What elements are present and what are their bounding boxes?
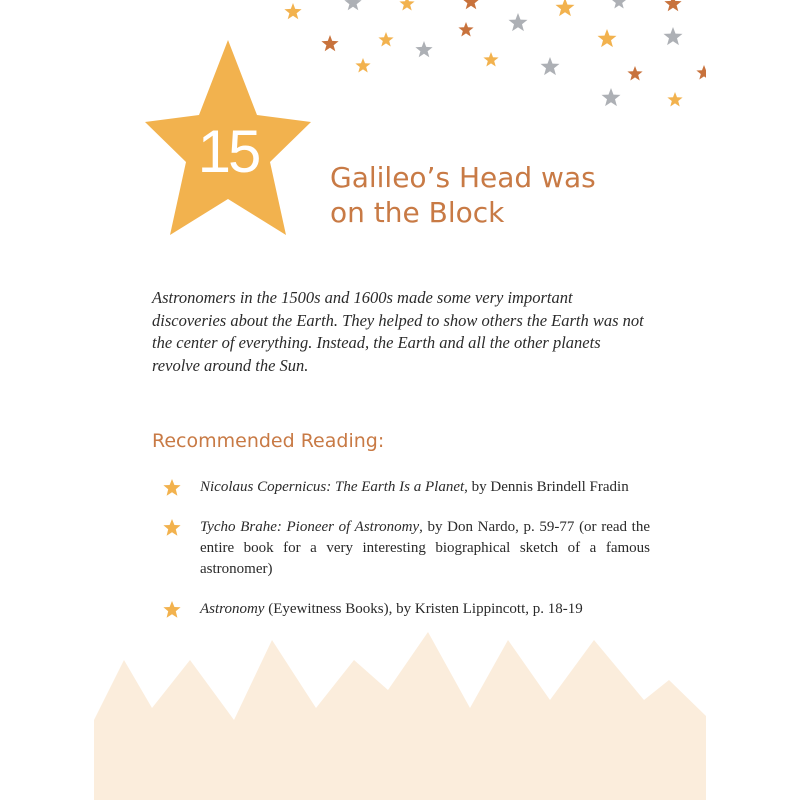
decorative-star-icon	[415, 41, 432, 57]
decorative-star-icon	[355, 58, 370, 73]
book-details: (Eyewitness Books), by Kristen Lippincott, p. 18-19	[264, 601, 583, 617]
decorative-star-icon	[556, 0, 575, 16]
decorative-star-icon	[664, 27, 683, 45]
mountains-decoration	[94, 632, 706, 800]
decorative-star-icon	[284, 3, 301, 19]
book-title: Astronomy	[200, 601, 265, 617]
page	[94, 0, 706, 800]
decorative-star-icon	[321, 35, 338, 51]
book-title: Nicolaus Copernicus: The Earth Is a Planet	[200, 479, 465, 495]
scattered-stars	[284, 0, 706, 107]
decorative-star-icon	[602, 88, 621, 106]
decorative-star-icon	[598, 29, 617, 47]
decorative-star-icon	[627, 66, 642, 81]
decorative-star-icon	[541, 57, 560, 75]
star-icon	[162, 478, 182, 498]
chapter-number: 15	[197, 118, 259, 185]
decorative-star-icon	[378, 32, 393, 47]
decorative-star-icon	[696, 65, 706, 80]
decorative-star-icon	[344, 0, 361, 10]
decorative-star-icon	[611, 0, 626, 9]
title-line-2: on the Block	[330, 196, 505, 229]
decorative-star-icon	[399, 0, 414, 11]
intro-paragraph: Astronomers in the 1500s and 1600s made some very important discoveries about the Earth. They helped to show others the Earth was not the center of everything. Instead, the Earth and all the other planets revolve around the Sun.	[152, 288, 644, 375]
book-title: Tycho Brahe: Pioneer of Astronomy	[200, 519, 420, 535]
decorative-star-icon	[667, 92, 682, 107]
decorative-star-icon	[462, 0, 479, 9]
reading-item	[162, 599, 650, 620]
recommended-reading-heading: Recommended Reading:	[152, 430, 385, 452]
mountain-range	[94, 632, 706, 800]
page-decoration	[94, 0, 706, 800]
decorative-star-icon	[509, 13, 528, 31]
decorative-star-icon	[483, 52, 498, 67]
star-icon	[162, 518, 182, 538]
book-details: , by Dennis Brindell Fradin	[464, 479, 629, 495]
star-icon	[162, 600, 182, 620]
reading-list	[162, 477, 650, 620]
chapter-title	[330, 160, 596, 230]
book-details: , by Don Nardo, p. 59-77 (or read the entire book for a very interesting biographical sketch of a famous astronomer)	[200, 519, 650, 577]
reading-item	[162, 517, 650, 580]
decorative-star-icon	[458, 22, 473, 37]
title-line-1: Galileo’s Head was	[330, 161, 596, 194]
reading-item	[162, 477, 650, 498]
decorative-star-icon	[664, 0, 681, 11]
